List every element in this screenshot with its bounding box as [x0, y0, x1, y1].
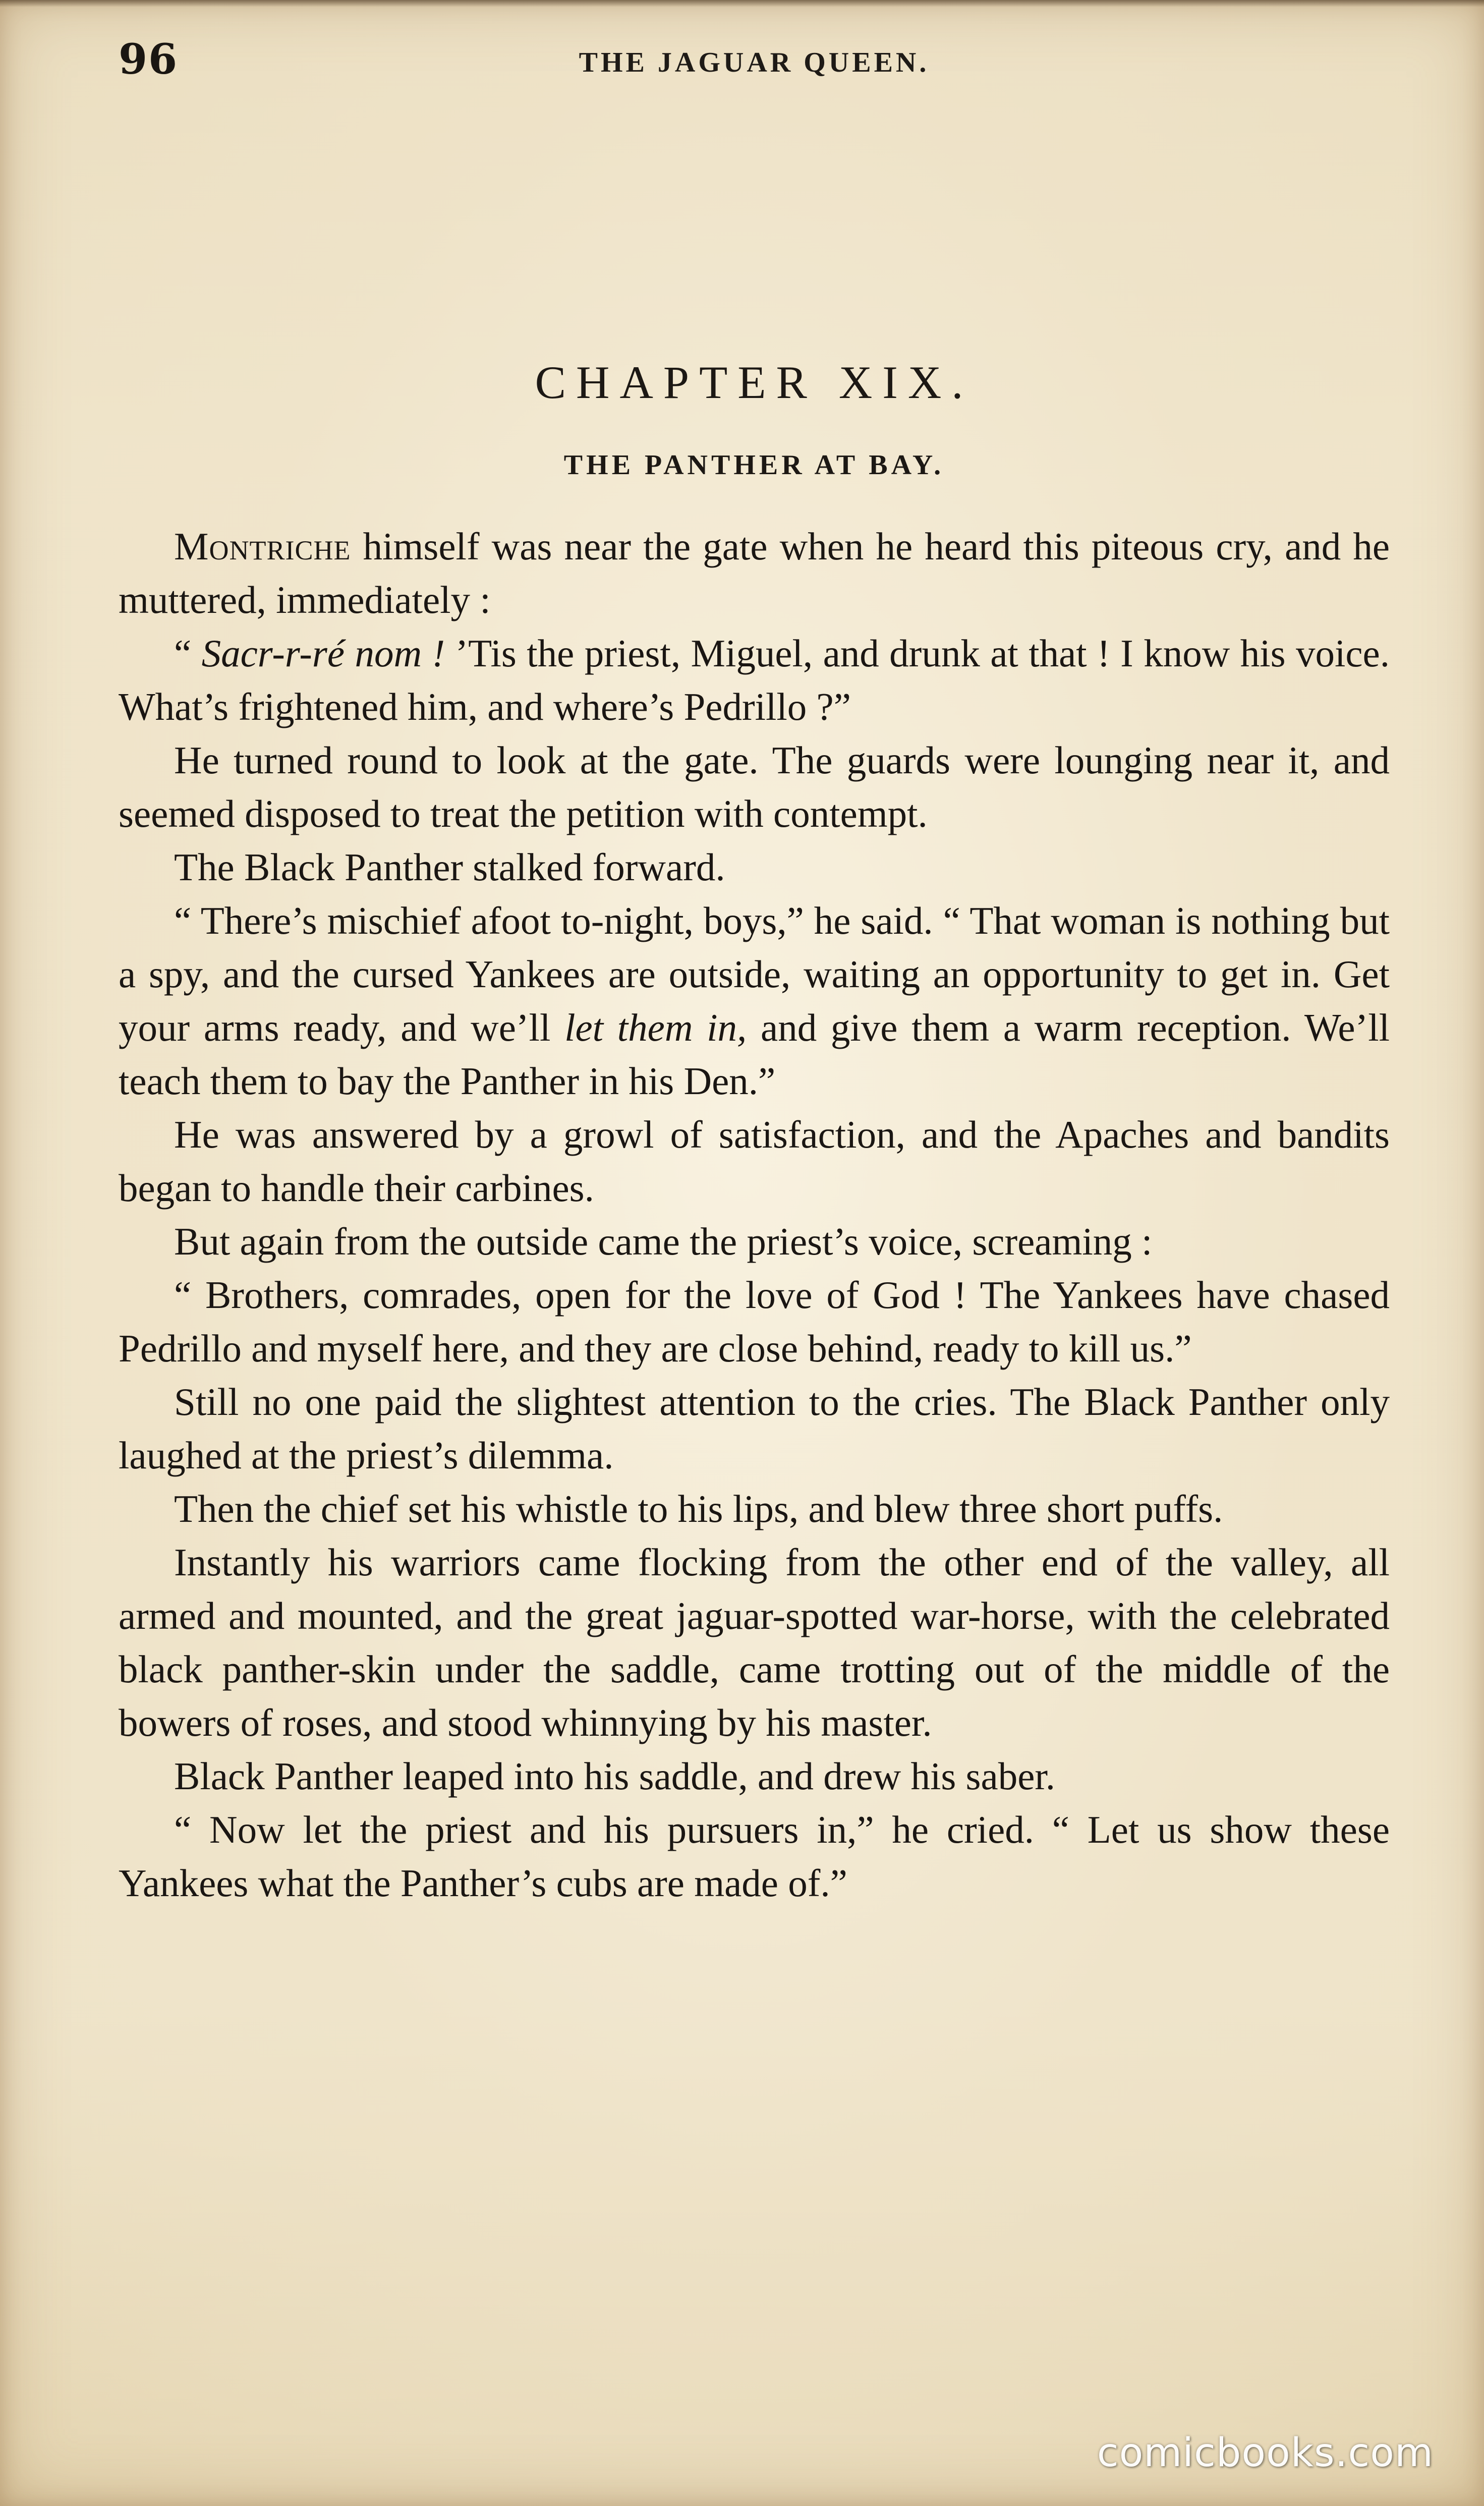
italic-exclamation: Sacr-r-ré nom ! [201, 632, 445, 675]
running-title: THE JAGUAR QUEEN. [579, 47, 930, 78]
chapter-heading: CHAPTER XIX. [535, 357, 974, 408]
paragraph-text: and give them a warm reception. We’ll teach them to bay the Panther in his Den.” [119, 1006, 1390, 1103]
quote-open: “ [174, 632, 202, 675]
paragraph-3: He turned round to look at the gate. The guards were lounging near it, and seemed disposed to treat the petition with contempt. [119, 738, 1390, 835]
paragraph-9: Still no one paid the slightest attention to the cries. The Black Panther only laughed at the priest’s dilemma. [119, 1380, 1390, 1477]
paragraph-text: ’Tis the priest, Miguel, and drunk at that ! I know his voice. What’s frightened him, and where’s Pedrillo ?” [119, 632, 1390, 728]
chapter-subtitle: THE PANTHER AT BAY. [563, 449, 945, 481]
paragraph-lead-word: Montriche [174, 525, 351, 568]
source-watermark: comicbooks.com [1097, 2430, 1434, 2476]
paragraph-6: He was answered by a growl of satisfaction, and the Apaches and bandits began to handle their carbines. [119, 1113, 1390, 1210]
paragraph-4: The Black Panther stalked forward. [174, 845, 725, 889]
paragraph-7: But again from the outside came the priest’s voice, screaming : [174, 1220, 1153, 1263]
page-number: 96 [119, 35, 179, 84]
paragraph-11: Instantly his warriors came flocking from the other end of the valley, all armed and mounted, and the great jaguar-spotted war-horse, with the celebrated black panther-skin under the saddle, came trotting out of the middle of the bowers of roses, and stood whinnying by his master. [119, 1541, 1390, 1744]
running-head [119, 35, 1390, 96]
paragraph-10: Then the chief set his whistle to his lips, and blew three short puffs. [174, 1487, 1223, 1530]
paragraph-12: Black Panther leaped into his saddle, and drew his saber. [174, 1754, 1056, 1798]
paragraph-8: “ Brothers, comrades, open for the love of God ! The Yankees have chased Pedrillo and myself here, and they are close behind, ready to kill us.” [119, 1273, 1390, 1370]
paragraph-2 [119, 626, 1390, 733]
paragraph-text: himself was near the gate when he heard this piteous cry, and he muttered, immediately : [119, 525, 1390, 621]
paragraph-5 [119, 894, 1390, 1108]
paragraph-13: “ Now let the priest and his pursuers in,” he cried. “ Let us show these Yankees what the Panther’s cubs are made of.” [119, 1808, 1390, 1905]
chapter-body [119, 520, 1390, 1910]
paragraph-text: “ There’s mischief afoot to-night, boys,” he said. “ That woman is nothing but a spy, and the cursed Yankees are outside, waiting an opportunity to get in. Get your arms ready, and we’ll [119, 899, 1390, 1049]
paragraph-1 [119, 520, 1390, 626]
italic-phrase: let them in, [564, 1006, 747, 1049]
